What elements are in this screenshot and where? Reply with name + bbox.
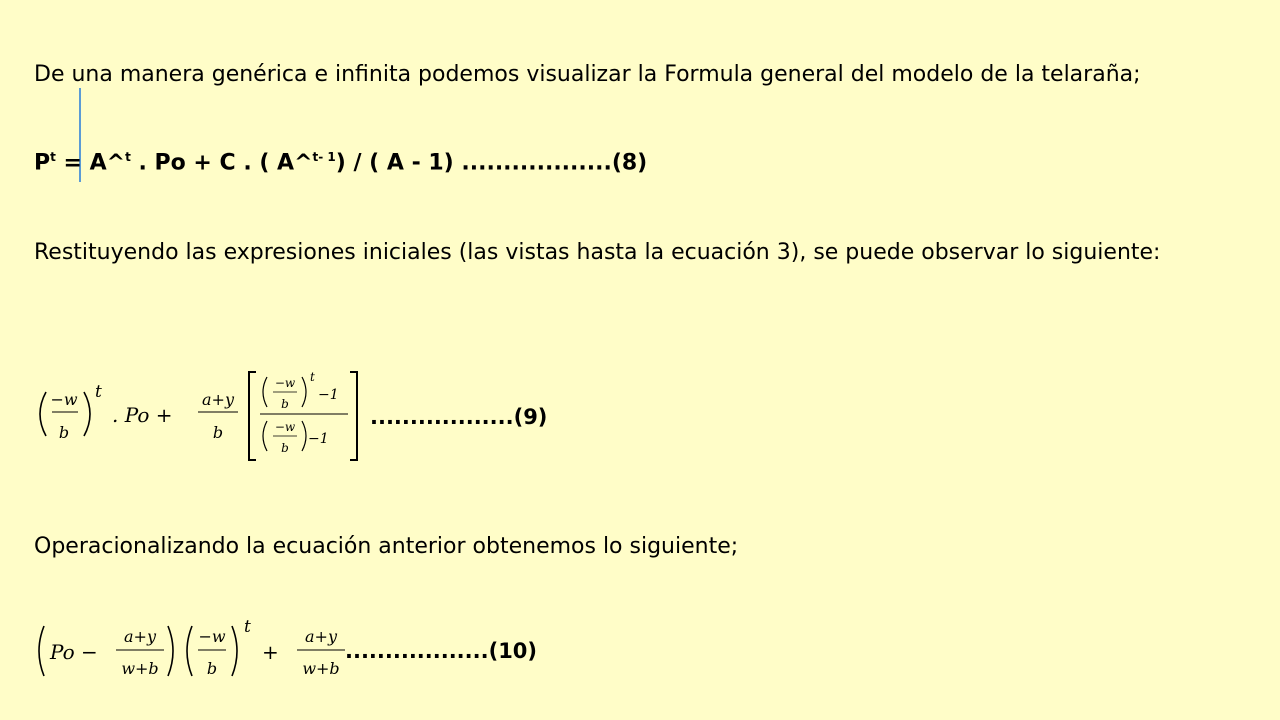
formula-8-sup-3: t- 1 — [312, 150, 336, 164]
eq9-num-t: t — [310, 370, 315, 384]
intro-text: De una manera genérica e infinita podemos visualizar la Formula general del modelo de la telaraña; — [34, 62, 1141, 87]
operacionalizando-text: Operacionalizando la ecuación anterior obtenemos lo siguiente; — [34, 534, 739, 559]
formula-8-sup-2: t — [125, 150, 131, 164]
eq9-a-plus-y: a+y — [202, 390, 234, 409]
eq10-po-minus: Po − — [50, 640, 98, 664]
eq9-b: b — [58, 423, 70, 442]
eq9-num-minus-one: −1 — [318, 387, 339, 403]
formula-8-p: P — [34, 150, 51, 176]
eq10-b: b — [206, 659, 218, 678]
formula-8-sup-1: t — [50, 150, 56, 164]
eq9-b-2: b — [212, 423, 224, 442]
eq10-plus: + — [262, 640, 279, 664]
eq9-neg-w: −w — [50, 390, 78, 409]
eq10-paren2-close — [232, 626, 237, 676]
eq9-num-neg-w: −w — [274, 376, 296, 390]
eq10-paren-open — [39, 626, 44, 676]
eq9-label: ..................(9) — [370, 405, 548, 429]
restituyendo-text: Restituyendo las expresiones iniciales (las vistas hasta la ecuación 3), se puede observar lo siguiente: — [34, 240, 1161, 265]
eq9-num-b: b — [281, 397, 289, 411]
eq9-dot-po: . Po + — [112, 403, 173, 427]
formula-8-eq: = A^ — [55, 150, 126, 176]
eq10-neg-w: −w — [198, 627, 226, 646]
eq9-t: t — [95, 382, 102, 402]
eq10-label: ..................(10) — [345, 639, 538, 663]
eq10-a-plus-y: a+y — [124, 627, 156, 646]
eq10-t: t — [244, 617, 251, 637]
eq9-den-minus-one: −1 — [308, 431, 329, 447]
eq9-den-neg-w: −w — [274, 420, 296, 434]
eq9-den-b: b — [281, 441, 289, 455]
formula-8-mid: . Po + C . ( A^ — [130, 150, 313, 176]
eq10-w-plus-b-2: w+b — [302, 659, 340, 678]
eq10-paren-close — [168, 626, 173, 676]
formula-8-end: ) / ( A - 1) ..................(8) — [335, 150, 648, 176]
eq10-a-plus-y-2: a+y — [305, 627, 337, 646]
eq10-paren2-open — [187, 626, 192, 676]
eq10-w-plus-b: w+b — [121, 659, 159, 678]
